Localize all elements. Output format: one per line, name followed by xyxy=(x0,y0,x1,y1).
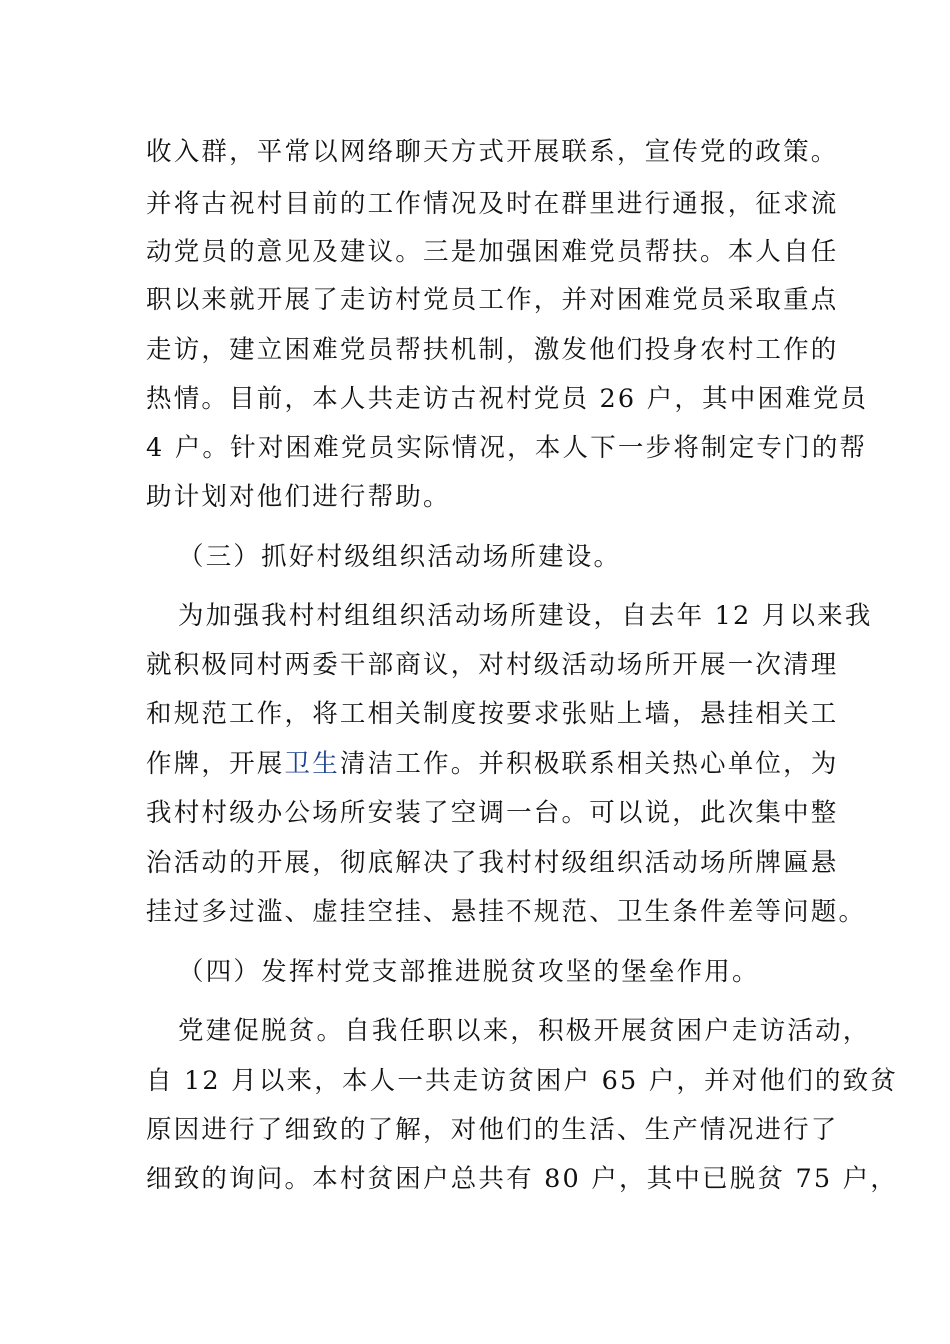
text-line: 走访，建立困难党员帮扶机制，激发他们投身农村工作的 xyxy=(146,335,839,365)
text-line: 并将古祝村目前的工作情况及时在群里进行通报，征求流 xyxy=(146,189,839,219)
text-line: 职以来就开展了走访村党员工作，并对困难党员采取重点 xyxy=(146,285,839,315)
text-line-with-link xyxy=(146,746,839,782)
text-line: 细致的询问。本村贫困户总共有 80 户，其中已脱贫 75 户， xyxy=(146,1164,899,1194)
text-line: 4 户。针对困难党员实际情况，本人下一步将制定专门的帮 xyxy=(146,433,868,463)
text-line: 挂过多过滥、虚挂空挂、悬挂不规范、卫生条件差等问题。 xyxy=(146,897,867,927)
text-line: 热情。目前，本人共走访古祝村党员 26 户，其中困难党员 xyxy=(146,384,869,414)
text-line: 自 12 月以来，本人一共走访贫困户 65 户，并对他们的致贫 xyxy=(146,1066,899,1096)
text-line: 原因进行了细致的了解，对他们的生活、生产情况进行了 xyxy=(146,1115,839,1145)
paragraph-first-line: 为加强我村村组组织活动场所建设，自去年 12 月以来我 xyxy=(178,601,873,631)
text-line: 和规范工作，将工相关制度按要求张贴上墙，悬挂相关工 xyxy=(146,699,839,729)
text-segment: 作牌，开展 xyxy=(146,749,285,779)
section-heading-3: （三）抓好村级组织活动场所建设。 xyxy=(178,542,622,572)
paragraph-first-line: 党建促脱贫。自我任职以来，积极开展贫困户走访活动， xyxy=(178,1016,871,1046)
text-segment: 清洁工作。并积极联系相关热心单位，为 xyxy=(339,749,839,779)
text-line: 助计划对他们进行帮助。 xyxy=(146,482,451,512)
text-line: 我村村级办公场所安装了空调一台。可以说，此次集中整 xyxy=(146,798,839,828)
text-line: 收入群，平常以网络聊天方式开展联系，宣传党的政策。 xyxy=(146,137,839,167)
text-line: 动党员的意见及建议。三是加强困难党员帮扶。本人自任 xyxy=(146,237,839,267)
text-line: 治活动的开展，彻底解决了我村村级组织活动场所牌匾悬 xyxy=(146,848,839,878)
text-line: 就积极同村两委干部商议，对村级活动场所开展一次清理 xyxy=(146,650,839,680)
hyperlink-weisheng[interactable]: 卫生 xyxy=(284,749,340,779)
section-heading-4: （四）发挥村党支部推进脱贫攻坚的堡垒作用。 xyxy=(178,957,760,987)
